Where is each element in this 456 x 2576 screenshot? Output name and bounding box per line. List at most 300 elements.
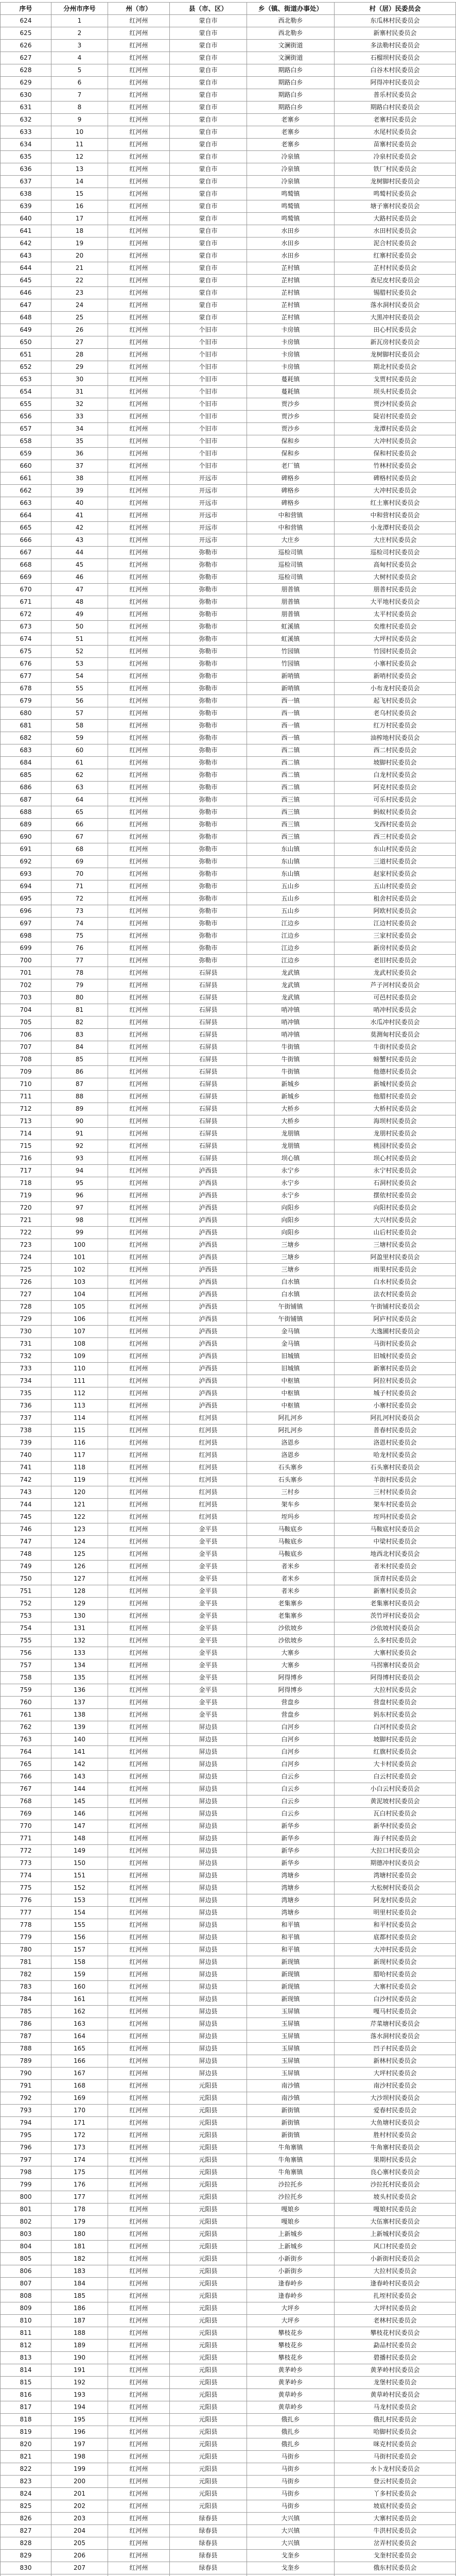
cell-seq: 647: [0, 299, 51, 312]
cell-prefecture: 红河州: [108, 534, 170, 547]
cell-sub-seq: 37: [51, 460, 108, 472]
cell-township: 攀枝花乡: [247, 2327, 335, 2340]
cell-village: 大坪村民委员会: [335, 633, 456, 646]
cell-seq: 715: [0, 1140, 51, 1153]
table-row: [0, 670, 456, 683]
table-row: [0, 497, 456, 510]
cell-township: 期路白乡: [247, 101, 335, 114]
cell-village: 他德村民委员会: [335, 1066, 456, 1078]
cell-seq: 651: [0, 349, 51, 361]
cell-county: 蒙自市: [170, 101, 247, 114]
cell-county: 石屏县: [170, 1103, 247, 1115]
cell-township: 大庄乡: [247, 534, 335, 547]
cell-prefecture: 红河州: [108, 1128, 170, 1140]
cell-county: 元阳县: [170, 2401, 247, 2414]
table-row: [0, 188, 456, 200]
cell-prefecture: 红河州: [108, 918, 170, 930]
table-row: [0, 238, 456, 250]
table-row: [0, 1907, 456, 1919]
cell-county: 弥勒市: [170, 744, 247, 757]
cell-village: 海坝村民委员会: [335, 1115, 456, 1128]
cell-county: 弥勒市: [170, 621, 247, 633]
cell-township: 白河乡: [247, 1746, 335, 1758]
table-row: [0, 2092, 456, 2105]
cell-prefecture: 红河州: [108, 411, 170, 423]
cell-township: 新现镇: [247, 1993, 335, 2006]
table-row: [0, 1301, 456, 1313]
cell-sub-seq: 203: [51, 2513, 108, 2525]
cell-county: 泸西县: [170, 1190, 247, 1202]
cell-village: 白河村民委员会: [335, 1721, 456, 1734]
cell-township: 虹溪镇: [247, 633, 335, 646]
cell-village: 新寨村民委员会: [335, 1585, 456, 1598]
cell-seq: 633: [0, 126, 51, 139]
cell-village: 螃蟹村民委员会: [335, 1054, 456, 1066]
table-row: [0, 423, 456, 435]
cell-village: 锡腊村民委员会: [335, 287, 456, 299]
table-row: [0, 1338, 456, 1350]
cell-county: 元阳县: [170, 2327, 247, 2340]
cell-county: 蒙自市: [170, 250, 247, 262]
cell-township: 黄茅岭乡: [247, 2364, 335, 2377]
cell-village: 龙树脚村民委员会: [335, 176, 456, 188]
cell-county: 石屏县: [170, 1066, 247, 1078]
cell-seq: 830: [0, 2562, 51, 2574]
cell-seq: 692: [0, 856, 51, 868]
cell-county: 元阳县: [170, 2476, 247, 2488]
cell-sub-seq: 39: [51, 485, 108, 497]
cell-prefecture: 红河州: [108, 584, 170, 596]
cell-sub-seq: 121: [51, 1499, 108, 1511]
cell-seq: 649: [0, 324, 51, 336]
cell-prefecture: 红河州: [108, 1758, 170, 1771]
cell-seq: 695: [0, 893, 51, 905]
cell-village: 贾沙村民委员会: [335, 398, 456, 411]
cell-sub-seq: 167: [51, 2067, 108, 2080]
cell-county: 元阳县: [170, 2253, 247, 2265]
cell-sub-seq: 4: [51, 52, 108, 64]
cell-county: 弥勒市: [170, 683, 247, 695]
cell-prefecture: 红河州: [108, 2228, 170, 2241]
cell-county: 元阳县: [170, 2302, 247, 2315]
cell-village: 黄茅岭村民委员会: [335, 2364, 456, 2377]
cell-county: 泸西县: [170, 1276, 247, 1289]
cell-county: 蒙自市: [170, 213, 247, 225]
cell-county: 石屏县: [170, 1078, 247, 1091]
cell-sub-seq: 11: [51, 139, 108, 151]
cell-county: 泸西县: [170, 1326, 247, 1338]
cell-county: 蒙自市: [170, 188, 247, 200]
cell-prefecture: 红河州: [108, 720, 170, 732]
cell-seq: 664: [0, 510, 51, 522]
cell-seq: 699: [0, 942, 51, 955]
cell-county: 屏边县: [170, 1820, 247, 1833]
cell-county: 屏边县: [170, 1721, 247, 1734]
table-row: [0, 2525, 456, 2537]
cell-prefecture: 红河州: [108, 485, 170, 497]
table-row: [0, 126, 456, 139]
cell-prefecture: 红河州: [108, 1536, 170, 1548]
table-row: [0, 1795, 456, 1808]
cell-village: 东山村民委员会: [335, 843, 456, 856]
cell-sub-seq: 14: [51, 176, 108, 188]
cell-village: 新房村民委员会: [335, 942, 456, 955]
cell-prefecture: 红河州: [108, 1029, 170, 1041]
table-row: [0, 856, 456, 868]
cell-township: 朋普镇: [247, 584, 335, 596]
cell-county: 屏边县: [170, 2030, 247, 2043]
cell-seq: 728: [0, 1301, 51, 1313]
cell-county: 弥勒市: [170, 707, 247, 720]
cell-township: 石头寨乡: [247, 1474, 335, 1486]
cell-village: 红寨村民委员会: [335, 250, 456, 262]
header-county: 县（市、区）: [170, 3, 247, 15]
cell-county: 屏边县: [170, 1907, 247, 1919]
cell-township: 马街乡: [247, 2500, 335, 2513]
cell-village: 戈贾村民委员会: [335, 374, 456, 386]
cell-county: 金平县: [170, 1622, 247, 1635]
table-row: [0, 1289, 456, 1301]
cell-prefecture: 红河州: [108, 1425, 170, 1437]
cell-prefecture: 红河州: [108, 2525, 170, 2537]
cell-county: 绿春县: [170, 2537, 247, 2550]
cell-seq: 659: [0, 448, 51, 460]
table-row: [0, 2216, 456, 2228]
cell-county: 泸西县: [170, 1202, 247, 1214]
table-row: [0, 2302, 456, 2315]
cell-county: 金平县: [170, 1573, 247, 1585]
cell-township: 中枢镇: [247, 1375, 335, 1387]
cell-village: 底都村民委员会: [335, 1931, 456, 1944]
table-row: [0, 2377, 456, 2389]
cell-prefecture: 红河州: [108, 1190, 170, 1202]
cell-county: 石屏县: [170, 1029, 247, 1041]
cell-sub-seq: 150: [51, 1857, 108, 1870]
cell-sub-seq: 60: [51, 744, 108, 757]
cell-sub-seq: 191: [51, 2364, 108, 2377]
cell-sub-seq: 26: [51, 324, 108, 336]
cell-seq: 746: [0, 1523, 51, 1536]
cell-seq: 625: [0, 27, 51, 40]
cell-sub-seq: 124: [51, 1536, 108, 1548]
cell-county: 泸西县: [170, 1227, 247, 1239]
cell-township: 鸣鹫镇: [247, 200, 335, 213]
cell-township: 攀枝花乡: [247, 2340, 335, 2352]
cell-seq: 807: [0, 2278, 51, 2290]
table-row: [0, 1437, 456, 1449]
table-row: [0, 1486, 456, 1499]
table-row: [0, 2327, 456, 2340]
table-row: [0, 472, 456, 485]
cell-prefecture: 红河州: [108, 1153, 170, 1165]
cell-county: 弥勒市: [170, 596, 247, 608]
cell-township: 马鞍底乡: [247, 1536, 335, 1548]
cell-village: 黄草岭村民委员会: [335, 2389, 456, 2401]
cell-prefecture: 红河州: [108, 2414, 170, 2426]
cell-prefecture: 红河州: [108, 460, 170, 472]
cell-county: 泸西县: [170, 1239, 247, 1251]
cell-village: 大树村民委员会: [335, 571, 456, 584]
cell-county: 金平县: [170, 1684, 247, 1697]
cell-township: 大坪乡: [247, 2315, 335, 2327]
cell-county: 开远市: [170, 497, 247, 510]
cell-village: 大庄村民委员会: [335, 534, 456, 547]
cell-seq: 777: [0, 1907, 51, 1919]
cell-seq: 756: [0, 1647, 51, 1659]
cell-prefecture: 红河州: [108, 1091, 170, 1103]
cell-township: 大兴镇: [247, 2537, 335, 2550]
cell-village: 马街村民委员会: [335, 2451, 456, 2463]
cell-prefecture: 红河州: [108, 1511, 170, 1523]
cell-village: 龙武村民委员会: [335, 967, 456, 979]
cell-township: 西二镇: [247, 757, 335, 769]
cell-township: 玉屏镇: [247, 2067, 335, 2080]
cell-county: 屏边县: [170, 1857, 247, 1870]
cell-sub-seq: 16: [51, 200, 108, 213]
cell-township: 马鞍底乡: [247, 1523, 335, 1536]
cell-county: 蒙自市: [170, 27, 247, 40]
cell-county: 开远市: [170, 472, 247, 485]
cell-prefecture: 红河州: [108, 1177, 170, 1190]
cell-village: 白云村民委员会: [335, 1771, 456, 1783]
cell-sub-seq: 116: [51, 1437, 108, 1449]
cell-prefecture: 红河州: [108, 955, 170, 967]
cell-seq: 742: [0, 1474, 51, 1486]
cell-prefecture: 红河州: [108, 1981, 170, 1993]
table-row: [0, 386, 456, 398]
cell-village: 可乐村民委员会: [335, 794, 456, 806]
cell-prefecture: 红河州: [108, 670, 170, 683]
cell-village: 新现村民委员会: [335, 1956, 456, 1969]
cell-sub-seq: 5: [51, 64, 108, 77]
cell-sub-seq: 182: [51, 2253, 108, 2265]
cell-prefecture: 红河州: [108, 2030, 170, 2043]
table-row: [0, 435, 456, 448]
cell-prefecture: 红河州: [108, 213, 170, 225]
cell-seq: 795: [0, 2129, 51, 2142]
cell-sub-seq: 17: [51, 213, 108, 225]
table-row: [0, 658, 456, 670]
cell-township: 江边乡: [247, 918, 335, 930]
cell-seq: 790: [0, 2067, 51, 2080]
cell-seq: 784: [0, 1993, 51, 2006]
cell-seq: 669: [0, 571, 51, 584]
cell-village: 小新街村民委员会: [335, 2253, 456, 2265]
cell-seq: 676: [0, 658, 51, 670]
cell-prefecture: 红河州: [108, 287, 170, 299]
cell-county: 屏边县: [170, 2018, 247, 2030]
cell-prefecture: 红河州: [108, 1870, 170, 1882]
cell-village: 桃园村民委员会: [335, 1140, 456, 1153]
cell-sub-seq: 54: [51, 670, 108, 683]
cell-county: 弥勒市: [170, 757, 247, 769]
cell-village: 大兴村民委员会: [335, 1214, 456, 1227]
cell-township: 老寨乡: [247, 114, 335, 126]
cell-prefecture: 红河州: [108, 2302, 170, 2315]
cell-township: 玉屏镇: [247, 2018, 335, 2030]
cell-sub-seq: 156: [51, 1931, 108, 1944]
cell-prefecture: 红河州: [108, 1697, 170, 1709]
table-row: [0, 992, 456, 1004]
table-row: [0, 646, 456, 658]
cell-prefecture: 红河州: [108, 880, 170, 893]
cell-prefecture: 红河州: [108, 1437, 170, 1449]
table-row: [0, 163, 456, 176]
table-row: [0, 411, 456, 423]
cell-seq: 691: [0, 843, 51, 856]
cell-county: 弥勒市: [170, 893, 247, 905]
cell-village: 苗寨村民委员会: [335, 139, 456, 151]
cell-seq: 822: [0, 2463, 51, 2476]
cell-village: 莫测甸村民委员会: [335, 1029, 456, 1041]
cell-seq: 701: [0, 967, 51, 979]
cell-sub-seq: 32: [51, 398, 108, 411]
cell-sub-seq: 136: [51, 1684, 108, 1697]
table-row: [0, 1029, 456, 1041]
cell-county: 元阳县: [170, 2389, 247, 2401]
cell-sub-seq: 146: [51, 1808, 108, 1820]
cell-township: 中枢镇: [247, 1387, 335, 1400]
cell-seq: 798: [0, 2166, 51, 2179]
cell-sub-seq: 94: [51, 1165, 108, 1177]
cell-township: 新华乡: [247, 1820, 335, 1833]
cell-village: 胜村村民委员会: [335, 2129, 456, 2142]
cell-seq: 764: [0, 1746, 51, 1758]
table-row: [0, 2228, 456, 2241]
cell-county: 弥勒市: [170, 646, 247, 658]
cell-sub-seq: 83: [51, 1029, 108, 1041]
cell-village: 东瓜林村民委员会: [335, 15, 456, 27]
cell-seq: 678: [0, 683, 51, 695]
cell-sub-seq: 123: [51, 1523, 108, 1536]
cell-village: 阿欧村民委员会: [335, 905, 456, 918]
cell-sub-seq: 40: [51, 497, 108, 510]
table-row: [0, 1635, 456, 1647]
cell-prefecture: 红河州: [108, 2389, 170, 2401]
cell-township: 期路白乡: [247, 77, 335, 89]
cell-county: 弥勒市: [170, 905, 247, 918]
cell-sub-seq: 68: [51, 843, 108, 856]
table-row: [0, 2426, 456, 2438]
cell-sub-seq: 196: [51, 2426, 108, 2438]
cell-sub-seq: 56: [51, 695, 108, 707]
cell-township: 攀枝花乡: [247, 2352, 335, 2364]
cell-seq: 749: [0, 1561, 51, 1573]
cell-sub-seq: 52: [51, 646, 108, 658]
cell-prefecture: 红河州: [108, 1165, 170, 1177]
cell-county: 红河县: [170, 1425, 247, 1437]
cell-seq: 722: [0, 1227, 51, 1239]
table-row: [0, 2550, 456, 2562]
cell-township: 玉屏镇: [247, 2043, 335, 2055]
cell-village: 白沙村民委员会: [335, 1993, 456, 2006]
cell-township: 湾塘乡: [247, 1870, 335, 1882]
cell-county: 泸西县: [170, 1338, 247, 1350]
cell-prefecture: 红河州: [108, 1585, 170, 1598]
table-row: [0, 176, 456, 188]
cell-seq: 680: [0, 707, 51, 720]
cell-county: 元阳县: [170, 2377, 247, 2389]
cell-village: 碑格村民委员会: [335, 472, 456, 485]
cell-township: 黄草岭乡: [247, 2389, 335, 2401]
table-row: [0, 2488, 456, 2500]
cell-township: 贾沙乡: [247, 398, 335, 411]
cell-village: 大冲村民委员会: [335, 435, 456, 448]
cell-township: 阿得博乡: [247, 1672, 335, 1684]
cell-township: 小新街乡: [247, 2253, 335, 2265]
cell-township: 者米乡: [247, 1585, 335, 1598]
table-row: [0, 374, 456, 386]
header-seq: 序号: [0, 3, 51, 15]
table-row: [0, 1783, 456, 1795]
table-row: [0, 64, 456, 77]
cell-county: 蒙自市: [170, 275, 247, 287]
cell-prefecture: 红河州: [108, 2142, 170, 2154]
cell-sub-seq: 181: [51, 2241, 108, 2253]
table-row: [0, 608, 456, 621]
cell-prefecture: 红河州: [108, 200, 170, 213]
cell-township: 营盘乡: [247, 1697, 335, 1709]
cell-sub-seq: 29: [51, 361, 108, 374]
cell-seq: 674: [0, 633, 51, 646]
table-row: [0, 930, 456, 942]
cell-county: 绿春县: [170, 2525, 247, 2537]
cell-village: 新华村民委员会: [335, 1820, 456, 1833]
cell-prefecture: 红河州: [108, 1808, 170, 1820]
table-row: [0, 460, 456, 472]
header-village: 村（居）民委员会: [335, 3, 456, 15]
cell-township: 老集寨乡: [247, 1610, 335, 1622]
cell-county: 弥勒市: [170, 880, 247, 893]
cell-township: 牛街镇: [247, 1041, 335, 1054]
cell-county: 弥勒市: [170, 769, 247, 782]
cell-prefecture: 红河州: [108, 732, 170, 744]
table-row: [0, 250, 456, 262]
cell-sub-seq: 164: [51, 2030, 108, 2043]
cell-township: 阿得博乡: [247, 1684, 335, 1697]
cell-village: 洛恩村民委员会: [335, 1437, 456, 1449]
cell-prefecture: 红河州: [108, 782, 170, 794]
cell-county: 石屏县: [170, 1153, 247, 1165]
cell-prefecture: 红河州: [108, 1387, 170, 1400]
cell-seq: 762: [0, 1721, 51, 1734]
cell-county: 屏边县: [170, 1882, 247, 1894]
cell-seq: 679: [0, 695, 51, 707]
cell-seq: 624: [0, 15, 51, 27]
table-row: [0, 15, 456, 27]
table-row: [0, 868, 456, 880]
cell-township: 江边乡: [247, 942, 335, 955]
cell-seq: 721: [0, 1214, 51, 1227]
table-row: [0, 1981, 456, 1993]
cell-county: 泸西县: [170, 1375, 247, 1387]
cell-county: 弥勒市: [170, 806, 247, 819]
cell-village: 茨竹坪村民委员会: [335, 1610, 456, 1622]
cell-sub-seq: 67: [51, 831, 108, 843]
table-row: [0, 1969, 456, 1981]
cell-sub-seq: 104: [51, 1289, 108, 1301]
cell-village: 大卡村民委员会: [335, 1758, 456, 1771]
cell-village: 大松树村民委员会: [335, 1882, 456, 1894]
cell-seq: 627: [0, 52, 51, 64]
cell-prefecture: 红河州: [108, 312, 170, 324]
cell-county: 红河县: [170, 1412, 247, 1425]
cell-village: 阿庐村民委员会: [335, 1313, 456, 1326]
cell-village: 坝心村民委员会: [335, 1153, 456, 1165]
cell-prefecture: 红河州: [108, 2364, 170, 2377]
cell-county: 弥勒市: [170, 819, 247, 831]
cell-prefecture: 红河州: [108, 472, 170, 485]
